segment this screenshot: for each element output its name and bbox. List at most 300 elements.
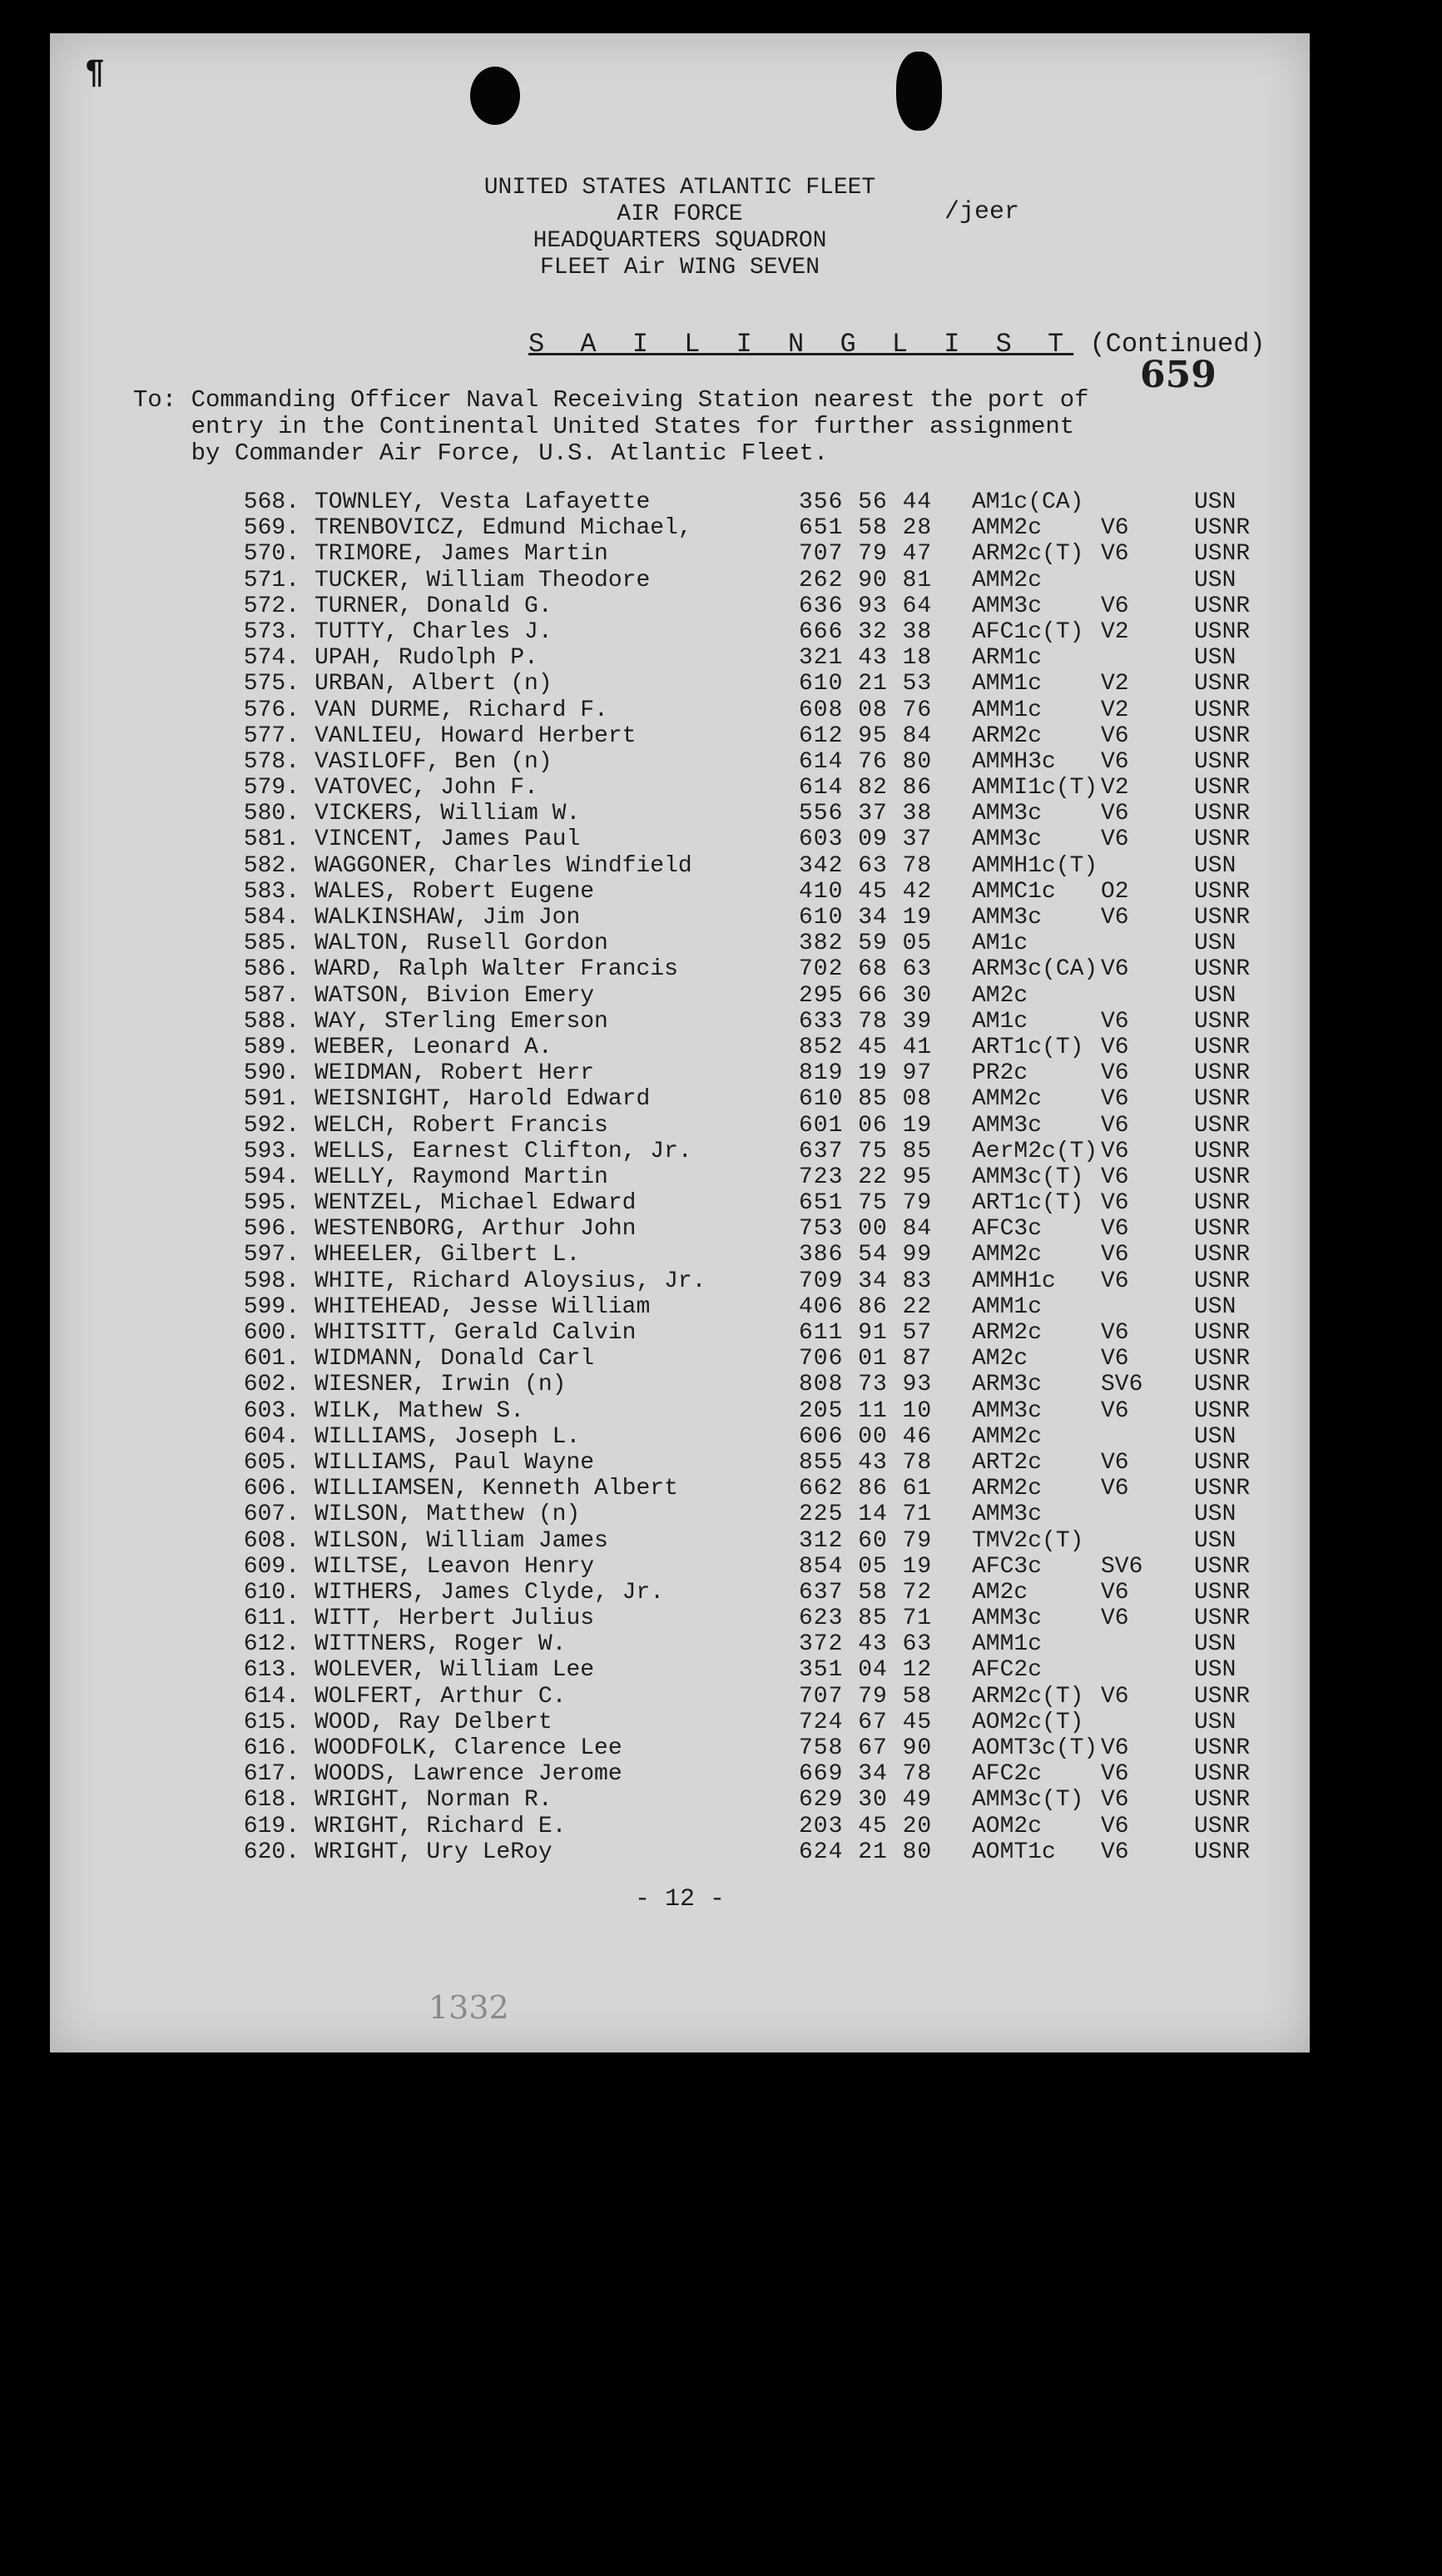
entry-name: WRIGHT, Norman R. <box>315 1787 553 1814</box>
entry-service: USNR <box>1194 1086 1251 1113</box>
entry-service: USNR <box>1194 1476 1251 1502</box>
entry-rate: AMM3c <box>972 1112 1043 1139</box>
entry-number: 602. <box>243 1372 300 1398</box>
entry-service-number: 707 79 58 <box>799 1683 933 1710</box>
entry-name: WALES, Robert Eugene <box>315 878 595 905</box>
entry-number: 575. <box>243 671 300 697</box>
entry-rate: AM1c(CA) <box>972 489 1084 515</box>
list-item <box>183 1684 1290 1710</box>
entry-number: 594. <box>243 1164 300 1190</box>
entry-class: V6 <box>1101 1268 1129 1294</box>
entry-name: TUCKER, William Theodore <box>315 567 651 593</box>
entry-name: TURNER, Donald G. <box>315 593 553 619</box>
entry-service-number: 666 32 38 <box>799 618 933 645</box>
list-item <box>183 1060 1290 1086</box>
entry-number: 589. <box>243 1034 300 1060</box>
list-item <box>183 1398 1290 1424</box>
entry-service-number: 351 04 12 <box>799 1657 933 1684</box>
entry-service-number: 312 60 79 <box>799 1527 933 1554</box>
entry-class: V6 <box>1101 1579 1129 1606</box>
entry-rate: AMMH3c <box>972 748 1056 775</box>
addressee-block <box>133 387 1248 467</box>
entry-number: 576. <box>243 697 300 723</box>
entry-class: V6 <box>1101 1397 1129 1424</box>
entry-class: V2 <box>1101 697 1129 723</box>
entry-service-number: 386 54 99 <box>799 1242 933 1268</box>
list-item <box>183 1761 1290 1787</box>
entry-rate: AMM1c <box>972 671 1043 697</box>
entry-service: USNR <box>1194 1606 1251 1632</box>
entry-service: USNR <box>1194 1579 1251 1606</box>
entry-service: USNR <box>1194 1242 1251 1268</box>
entry-number: 569. <box>243 515 300 542</box>
entry-rate: AMM3c(T) <box>972 1164 1084 1190</box>
entry-class: V6 <box>1101 1449 1129 1476</box>
entry-service-number: 406 86 22 <box>799 1293 933 1320</box>
entry-class: V2 <box>1101 775 1129 802</box>
entry-name: WHEELER, Gilbert L. <box>315 1242 581 1268</box>
entry-number: 618. <box>243 1787 300 1814</box>
entry-service: USN <box>1194 1293 1236 1320</box>
entry-service: USN <box>1194 1501 1236 1528</box>
corner-mark: ¶ <box>85 55 106 92</box>
title-text: S A I L I N G L I S T <box>528 329 1074 360</box>
entry-number: 572. <box>243 593 300 619</box>
entry-service-number: 702 68 63 <box>799 956 933 983</box>
list-item <box>183 1580 1290 1606</box>
entry-service: USNR <box>1194 826 1251 853</box>
entry-rate: ART2c <box>972 1449 1043 1476</box>
entry-name: TUTTY, Charles J. <box>315 618 553 645</box>
entry-number: 577. <box>243 722 300 749</box>
list-item <box>183 749 1290 775</box>
list-item <box>183 671 1290 697</box>
entry-rate: AMM2c <box>972 1423 1043 1450</box>
entry-class: V6 <box>1101 1735 1129 1761</box>
entry-rate: AMM1c <box>972 1293 1043 1320</box>
entry-service-number: 342 63 78 <box>799 852 933 879</box>
list-item <box>183 1294 1290 1320</box>
entry-service-number: 637 75 85 <box>799 1138 933 1164</box>
list-item <box>183 931 1290 956</box>
entry-name: WEISNIGHT, Harold Edward <box>315 1086 651 1113</box>
entry-class: V6 <box>1101 1034 1129 1060</box>
document-page <box>50 33 1310 2052</box>
entry-service: USNR <box>1194 671 1251 697</box>
entry-rate: AMM3c <box>972 593 1043 619</box>
entry-name: VATOVEC, John F. <box>315 775 538 802</box>
entry-rate: ART1c(T) <box>972 1034 1084 1060</box>
entry-number: 617. <box>243 1761 300 1788</box>
entry-rate: TMV2c(T) <box>972 1527 1084 1554</box>
entry-number: 578. <box>243 748 300 775</box>
entry-number: 597. <box>243 1242 300 1268</box>
list-item <box>183 723 1290 749</box>
entry-number: 599. <box>243 1293 300 1320</box>
list-item <box>183 1242 1290 1268</box>
header-line: HEADQUARTERS SQUADRON <box>533 228 827 254</box>
header-line: AIR FORCE <box>617 201 743 227</box>
entry-class: V6 <box>1101 1813 1129 1839</box>
entry-name: WIDMANN, Donald Carl <box>315 1346 595 1372</box>
entry-service-number: 662 86 61 <box>799 1476 933 1502</box>
entry-service-number: 556 37 38 <box>799 801 933 827</box>
entry-number: 588. <box>243 1008 300 1035</box>
entry-name: VASILOFF, Ben (n) <box>315 748 553 775</box>
entry-rate: AMM3c <box>972 1501 1043 1528</box>
entry-number: 606. <box>243 1476 300 1502</box>
entry-service-number: 610 34 19 <box>799 905 933 931</box>
entry-service: USNR <box>1194 1268 1251 1294</box>
entry-number: 601. <box>243 1346 300 1372</box>
list-item <box>183 1035 1290 1060</box>
entry-service: USNR <box>1194 1372 1251 1398</box>
entry-number: 598. <box>243 1268 300 1294</box>
entry-rate: ARM2c <box>972 1476 1043 1502</box>
entry-name: WENTZEL, Michael Edward <box>315 1190 637 1217</box>
list-item <box>183 826 1290 852</box>
entry-rate: ARM1c <box>972 645 1043 672</box>
entry-number: 568. <box>243 489 300 515</box>
entry-service: USNR <box>1194 1761 1251 1788</box>
entry-name: WILLIAMSEN, Kenneth Albert <box>315 1476 678 1502</box>
entry-rate: AOM2c(T) <box>972 1709 1084 1735</box>
entry-number: 614. <box>243 1683 300 1710</box>
entry-name: WILK, Mathew S. <box>315 1397 525 1424</box>
entry-rate: AFC1c(T) <box>972 618 1084 645</box>
entry-service: USNR <box>1194 1787 1251 1814</box>
entry-service: USNR <box>1194 1813 1251 1839</box>
entry-service-number: 651 58 28 <box>799 515 933 542</box>
entry-service-number: 637 58 72 <box>799 1579 933 1606</box>
list-item <box>183 1631 1290 1657</box>
entry-name: VINCENT, James Paul <box>315 826 581 853</box>
entry-name: WILLIAMS, Joseph L. <box>315 1423 581 1450</box>
entry-rate: AMM2c <box>972 1086 1043 1113</box>
entry-service: USN <box>1194 1657 1236 1684</box>
entry-service-number: 629 30 49 <box>799 1787 933 1814</box>
entry-rate: AMM3c <box>972 826 1043 853</box>
list-item <box>183 568 1290 593</box>
entry-rate: AMM3c <box>972 801 1043 827</box>
entry-rate: AOMT3c(T) <box>972 1735 1098 1761</box>
header-line: FLEET Air WING SEVEN <box>539 255 820 280</box>
entry-number: 584. <box>243 905 300 931</box>
entry-number: 604. <box>243 1423 300 1450</box>
entry-service: USNR <box>1194 1112 1251 1139</box>
entry-service: USNR <box>1194 1683 1251 1710</box>
entry-service: USNR <box>1194 1216 1251 1243</box>
entry-rate: AMM3c <box>972 1606 1043 1632</box>
entry-number: 600. <box>243 1320 300 1346</box>
entry-number: 574. <box>243 645 300 672</box>
list-item <box>183 1839 1290 1865</box>
list-item <box>183 1320 1290 1346</box>
entry-service-number: 295 66 30 <box>799 982 933 1009</box>
entry-rate: PR2c <box>972 1060 1028 1087</box>
entry-service: USNR <box>1194 1320 1251 1346</box>
entry-name: WIESNER, Irwin (n) <box>315 1372 567 1398</box>
entry-class: V6 <box>1101 1320 1129 1346</box>
page-number: - 12 - <box>634 1885 726 1913</box>
entry-service-number: 758 67 90 <box>799 1735 933 1761</box>
entry-name: UPAH, Rudolph P. <box>315 645 538 672</box>
entry-service-number: 854 05 19 <box>799 1553 933 1580</box>
entry-name: WOODFOLK, Clarence Lee <box>315 1735 622 1761</box>
entry-service: USNR <box>1194 593 1251 619</box>
list-item <box>183 1372 1290 1397</box>
entry-number: 581. <box>243 826 300 853</box>
entry-number: 591. <box>243 1086 300 1113</box>
entry-service-number: 356 56 44 <box>799 489 933 515</box>
list-item <box>183 1268 1290 1294</box>
entry-class: V6 <box>1101 1086 1129 1113</box>
entry-class: V2 <box>1101 671 1129 697</box>
entry-service: USNR <box>1194 1164 1251 1190</box>
entry-service: USNR <box>1194 1138 1251 1164</box>
entry-number: 595. <box>243 1190 300 1217</box>
entry-service-number: 225 14 71 <box>799 1501 933 1528</box>
entry-number: 579. <box>243 775 300 802</box>
entry-name: WALTON, Rusell Gordon <box>315 931 608 957</box>
list-item <box>183 1086 1290 1112</box>
entry-name: TOWNLEY, Vesta Lafayette <box>315 489 651 515</box>
entry-service: USNR <box>1194 1008 1251 1035</box>
entry-name: WAY, STerling Emerson <box>315 1008 608 1035</box>
entry-number: 582. <box>243 852 300 879</box>
entry-service: USNR <box>1194 1190 1251 1217</box>
entry-name: WARD, Ralph Walter Francis <box>315 956 678 983</box>
entry-service: USNR <box>1194 541 1251 568</box>
entry-service-number: 624 21 80 <box>799 1839 933 1865</box>
entry-rate: AMM1c <box>972 697 1043 723</box>
entry-number: 608. <box>243 1527 300 1554</box>
addressee-line: To: Commanding Officer Naval Receiving Station nearest the port of <box>133 386 1089 414</box>
entry-service-number: 724 67 45 <box>799 1709 933 1735</box>
entry-name: WILSON, William James <box>315 1527 608 1554</box>
list-item <box>183 1216 1290 1242</box>
entry-rate: ARM2c(T) <box>972 541 1084 568</box>
entry-name: WELCH, Robert Francis <box>315 1112 608 1139</box>
entry-name: WITT, Herbert Julius <box>315 1606 595 1632</box>
entry-rate: AerM2c(T) <box>972 1138 1098 1164</box>
entry-service-number: 669 34 78 <box>799 1761 933 1788</box>
list-item <box>183 697 1290 723</box>
entry-service: USNR <box>1194 1346 1251 1372</box>
entry-service: USNR <box>1194 748 1251 775</box>
list-item <box>183 1554 1290 1580</box>
list-item <box>183 489 1290 515</box>
entry-number: 586. <box>243 956 300 983</box>
entry-name: WHITSITT, Gerald Calvin <box>315 1320 637 1346</box>
entry-service-number: 614 76 80 <box>799 748 933 775</box>
punch-hole <box>896 52 942 131</box>
list-item <box>183 1009 1290 1035</box>
list-item <box>183 1501 1290 1527</box>
entry-class: V6 <box>1101 1164 1129 1190</box>
entry-service-number: 205 11 10 <box>799 1397 933 1424</box>
entry-service-number: 819 19 97 <box>799 1060 933 1087</box>
entry-name: WALKINSHAW, Jim Jon <box>315 905 581 931</box>
entry-rate: AFC2c <box>972 1657 1043 1684</box>
punch-hole <box>470 67 520 125</box>
letterhead <box>50 175 1310 281</box>
entry-rate: ART1c(T) <box>972 1190 1084 1217</box>
entry-rate: ARM3c(CA) <box>972 956 1098 983</box>
entry-service-number: 601 06 19 <box>799 1112 933 1139</box>
entry-number: 603. <box>243 1397 300 1424</box>
entry-rate: AOM2c <box>972 1813 1043 1839</box>
entry-class: V6 <box>1101 1008 1129 1035</box>
archive-stamp: 1332 <box>429 1989 509 2026</box>
entry-rate: AOMT1c <box>972 1839 1056 1865</box>
header-line: UNITED STATES ATLANTIC FLEET <box>483 175 876 201</box>
sailing-list-roster <box>183 489 1290 1865</box>
entry-service-number: 723 22 95 <box>799 1164 933 1190</box>
entry-number: 580. <box>243 801 300 827</box>
addressee-line: entry in the Continental United States for further assignment <box>133 413 1075 440</box>
entry-service-number: 707 79 47 <box>799 541 933 568</box>
entry-number: 596. <box>243 1216 300 1243</box>
entry-class: SV6 <box>1101 1553 1143 1580</box>
entry-name: WOLFERT, Arthur C. <box>315 1683 567 1710</box>
entry-name: WAGGONER, Charles Windfield <box>315 852 692 879</box>
stamped-number: 659 <box>1140 354 1217 396</box>
entry-class: V6 <box>1101 1476 1129 1502</box>
entry-rate: AFC3c <box>972 1216 1043 1243</box>
entry-name: WELLY, Raymond Martin <box>315 1164 608 1190</box>
entry-rate: AM1c <box>972 931 1028 957</box>
entry-service: USN <box>1194 1527 1236 1554</box>
entry-class: V6 <box>1101 1761 1129 1788</box>
entry-rate: AFC2c <box>972 1761 1043 1788</box>
entry-name: WILLIAMS, Paul Wayne <box>315 1449 595 1476</box>
list-item <box>183 1528 1290 1554</box>
entry-class: V6 <box>1101 826 1129 853</box>
entry-service-number: 706 01 87 <box>799 1346 933 1372</box>
entry-service-number: 636 93 64 <box>799 593 933 619</box>
entry-service-number: 852 45 41 <box>799 1034 933 1060</box>
entry-rate: AMMH1c(T) <box>972 852 1098 879</box>
entry-number: 616. <box>243 1735 300 1761</box>
list-item <box>183 593 1290 619</box>
entry-rate: AMM1c <box>972 1631 1043 1658</box>
entry-service: USNR <box>1194 1060 1251 1087</box>
entry-service-number: 611 91 57 <box>799 1320 933 1346</box>
entry-rate: AM2c <box>972 982 1028 1009</box>
entry-class: V6 <box>1101 593 1129 619</box>
entry-service-number: 623 85 71 <box>799 1606 933 1632</box>
entry-service-number: 203 45 20 <box>799 1813 933 1839</box>
entry-service: USNR <box>1194 905 1251 931</box>
entry-rate: AMMI1c(T) <box>972 775 1098 802</box>
entry-name: WILSON, Matthew (n) <box>315 1501 581 1528</box>
entry-rate: ARM3c <box>972 1372 1043 1398</box>
entry-service-number: 709 34 83 <box>799 1268 933 1294</box>
entry-number: 583. <box>243 878 300 905</box>
entry-service: USNR <box>1194 1735 1251 1761</box>
entry-service-number: 321 43 18 <box>799 645 933 672</box>
entry-service: USN <box>1194 982 1236 1009</box>
entry-service: USN <box>1194 852 1236 879</box>
title-suffix: (Continued) <box>1089 329 1266 360</box>
entry-class: V6 <box>1101 722 1129 749</box>
list-item <box>183 1606 1290 1631</box>
list-item <box>183 1164 1290 1190</box>
entry-number: 610. <box>243 1579 300 1606</box>
entry-number: 570. <box>243 541 300 568</box>
entry-service: USNR <box>1194 515 1251 542</box>
entry-class: V6 <box>1101 1606 1129 1632</box>
entry-rate: AMM3c <box>972 1397 1043 1424</box>
list-item <box>183 645 1290 671</box>
entry-name: WESTENBORG, Arthur John <box>315 1216 637 1243</box>
entry-number: 609. <box>243 1553 300 1580</box>
entry-service-number: 651 75 79 <box>799 1190 933 1217</box>
entry-name: WELLS, Earnest Clifton, Jr. <box>315 1138 692 1164</box>
entry-number: 593. <box>243 1138 300 1164</box>
entry-name: WOOD, Ray Delbert <box>315 1709 553 1735</box>
entry-name: WEBER, Leonard A. <box>315 1034 553 1060</box>
entry-rate: AMMC1c <box>972 878 1056 905</box>
entry-rate: AMM2c <box>972 1242 1043 1268</box>
entry-service-number: 410 45 42 <box>799 878 933 905</box>
list-item <box>183 1657 1290 1683</box>
entry-class: V6 <box>1101 1190 1129 1217</box>
entry-rate: ARM2c <box>972 1320 1043 1346</box>
entry-name: WRIGHT, Ury LeRoy <box>315 1839 553 1865</box>
list-item <box>183 1190 1290 1216</box>
entry-number: 607. <box>243 1501 300 1528</box>
entry-name: WOLEVER, William Lee <box>315 1657 595 1684</box>
entry-name: WILTSE, Leavon Henry <box>315 1553 595 1580</box>
entry-name: WITHERS, James Clyde, Jr. <box>315 1579 665 1606</box>
entry-class: V6 <box>1101 1787 1129 1814</box>
list-item <box>183 1476 1290 1501</box>
list-item <box>183 853 1290 879</box>
entry-service: USN <box>1194 489 1236 515</box>
entry-class: SV6 <box>1101 1372 1143 1398</box>
entry-name: URBAN, Albert (n) <box>315 671 553 697</box>
entry-number: 590. <box>243 1060 300 1087</box>
list-item <box>183 1346 1290 1372</box>
entry-number: 620. <box>243 1839 300 1865</box>
entry-service-number: 608 08 76 <box>799 697 933 723</box>
entry-number: 571. <box>243 567 300 593</box>
entry-service-number: 610 21 53 <box>799 671 933 697</box>
entry-service-number: 606 00 46 <box>799 1423 933 1450</box>
entry-name: VAN DURME, Richard F. <box>315 697 608 723</box>
entry-rate: AMM3c(T) <box>972 1787 1084 1814</box>
entry-number: 592. <box>243 1112 300 1139</box>
entry-rate: AMM2c <box>972 567 1043 593</box>
entry-rate: AFC3c <box>972 1553 1043 1580</box>
entry-service: USN <box>1194 931 1236 957</box>
entry-name: WHITE, Richard Aloysius, Jr. <box>315 1268 706 1294</box>
entry-number: 612. <box>243 1631 300 1658</box>
list-item <box>183 1450 1290 1476</box>
entry-name: WHITEHEAD, Jesse William <box>315 1293 651 1320</box>
list-item <box>183 905 1290 931</box>
entry-rate: AM2c <box>972 1346 1028 1372</box>
entry-class: V6 <box>1101 748 1129 775</box>
entry-service: USNR <box>1194 878 1251 905</box>
list-item <box>183 1814 1290 1839</box>
entry-service: USNR <box>1194 801 1251 827</box>
entry-class: V2 <box>1101 618 1129 645</box>
entry-name: WRIGHT, Richard E. <box>315 1813 567 1839</box>
list-item <box>183 1735 1290 1761</box>
